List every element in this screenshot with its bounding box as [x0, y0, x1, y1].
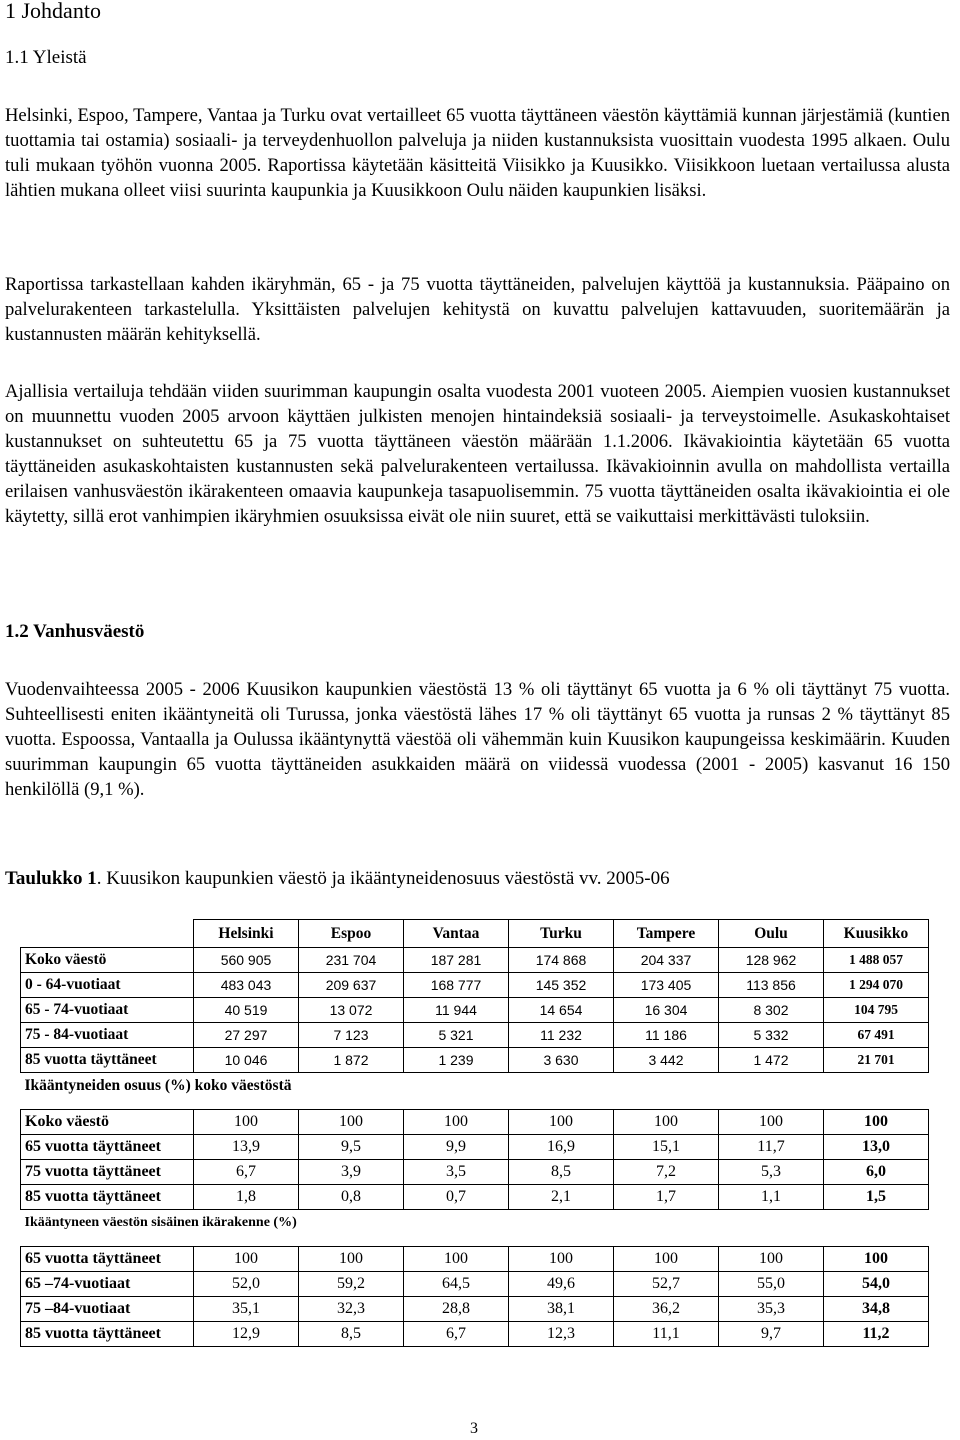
table-cell: 100: [509, 1247, 614, 1272]
table-cell: 1,8: [194, 1185, 299, 1210]
table-row: [21, 1023, 929, 1048]
total-cell: 34,8: [824, 1297, 929, 1322]
total-cell: 21 701: [824, 1048, 929, 1073]
table-cell: 11,1: [614, 1322, 719, 1347]
structure-section-title: Ikääntyneen väestön sisäinen ikärakenne (%): [24, 1215, 297, 1230]
table-cell: 5 321: [404, 1023, 509, 1048]
table-cell: 11 944: [404, 998, 509, 1023]
table-cell: 35,3: [719, 1297, 824, 1322]
table-cell: 12,9: [194, 1322, 299, 1347]
table-cell: 0,7: [404, 1185, 509, 1210]
table-cell: 168 777: [404, 973, 509, 998]
table-cell: 209 637: [299, 973, 404, 998]
paragraph-4: Vuodenvaihteessa 2005 - 2006 Kuusikon kaupunkien väestöstä 13 % oli täyttänyt 65 vuotta ja 6 % oli täyttänyt 75 vuotta. Suhteellisesti eniten ikääntyneitä oli Turussa, jonka väestöstä lähes 17 % oli täyttänyt 65 vuotta ja runsas 2 % täyttänyt 85 vuotta. Espoossa, Vantaalla ja Oulussa ikääntynyttä väestöä oli vähemmän kuin Kuusikon kaupungeissa keskimäärin. Kuuden suurimman kaupungin 65 vuotta täyttäneiden asukkaiden määrä on viidessä vuodessa (2001 - 2005) kasvanut 16 150 henkilöllä (9,1 %).: [5, 679, 950, 800]
column-header: Helsinki: [194, 920, 299, 948]
spacer-cell: [21, 1099, 929, 1110]
table-cell: 52,7: [614, 1272, 719, 1297]
row-label: Koko väestö: [21, 948, 194, 973]
table-row: [21, 1272, 929, 1297]
table-cell: 9,5: [299, 1135, 404, 1160]
table-row: [21, 1185, 929, 1210]
table-cell: 11,7: [719, 1135, 824, 1160]
table-cell: 560 905: [194, 948, 299, 973]
table-cell: 16,9: [509, 1135, 614, 1160]
table-cell: 5,3: [719, 1160, 824, 1185]
table-row: [21, 1048, 929, 1073]
table-spacer-row: [21, 1099, 929, 1110]
table-cell: 13 072: [299, 998, 404, 1023]
table-cell: 100: [299, 1247, 404, 1272]
table-cell: 1,7: [614, 1185, 719, 1210]
table-cell: 231 704: [299, 948, 404, 973]
paragraph-3: Ajallisia vertailuja tehdään viiden suurimman kaupungin osalta vuodesta 2001 vuoteen 2005. Aiempien vuosien kustannukset on muunnettu vuoden 2005 arvoon käyttäen julkisten menojen hintaindeksiä sosiaali- ja terveystoimelle. Asukaskohtaiset kustannukset on suhteutettu 65 ja 75 vuotta täyttäneen väestön määrään 1.1.2006. Ikävakiointia käytetään 65 vuotta täyttäneiden asukaskohtaisten kustannusten sekä palvelurakenteen vertailussa. Ikävakioinnin avulla on mahdollista vertailla erilaisen vanhusväestön ikärakenteen omaavia kaupunkeja tasapuolisemmin. 75 vuotta täyttäneiden osalta ikävakiointia ei ole käytetty, sillä erot vanhimpien ikäryhmien osuuksissa eivät ole niin suuret, että se vaikuttaisi merkittävästi tuloksiin.: [5, 381, 950, 527]
table-cell: 113 856: [719, 973, 824, 998]
table-section-row: [21, 1210, 929, 1237]
table-row: [21, 1135, 929, 1160]
total-cell: 1 488 057: [824, 948, 929, 973]
table-section-row: [21, 1073, 929, 1100]
table-cell: 40 519: [194, 998, 299, 1023]
table-caption: [5, 868, 670, 890]
row-label: Koko väestö: [21, 1110, 194, 1135]
table-caption-text: . Kuusikon kaupunkien väestö ja ikääntyneidenosuus väestöstä vv. 2005-06: [96, 868, 670, 889]
row-label: 75 –84-vuotiaat: [21, 1297, 194, 1322]
table-cell: 14 654: [509, 998, 614, 1023]
table-cell: 2,1: [509, 1185, 614, 1210]
column-header: Oulu: [719, 920, 824, 948]
table-row: [21, 973, 929, 998]
table-row: [21, 948, 929, 973]
row-label: 65 - 74-vuotiaat: [21, 998, 194, 1023]
row-label: 85 vuotta täyttäneet: [21, 1185, 194, 1210]
total-cell: 67 491: [824, 1023, 929, 1048]
table-row: [21, 1160, 929, 1185]
row-label: 65 –74-vuotiaat: [21, 1272, 194, 1297]
table-cell: 10 046: [194, 1048, 299, 1073]
table-cell: 28,8: [404, 1297, 509, 1322]
row-label: 75 - 84-vuotiaat: [21, 1023, 194, 1048]
table-cell: 6,7: [194, 1160, 299, 1185]
table-cell: 0,8: [299, 1185, 404, 1210]
table-cell: 1 872: [299, 1048, 404, 1073]
table-cell: 174 868: [509, 948, 614, 973]
paragraph-2: Raportissa tarkastellaan kahden ikäryhmän, 65 - ja 75 vuotta täyttäneiden, palvelujen käyttöä ja kustannuksia. Pääpaino on palvelurakenteen tarkastelulla. Yksittäisten palvelujen kehitystä on kuvattu palvelujen kattavuuden, suoritemäärän ja kustannusten määrän kehityksellä.: [5, 274, 950, 345]
row-label: 85 vuotta täyttäneet: [21, 1048, 194, 1073]
table-row: [21, 1322, 929, 1347]
table-cell: 55,0: [719, 1272, 824, 1297]
total-cell: 100: [824, 1110, 929, 1135]
table-cell: 13,9: [194, 1135, 299, 1160]
table-cell: 1 239: [404, 1048, 509, 1073]
table-spacer-row: [21, 1236, 929, 1247]
table-cell: 1,1: [719, 1185, 824, 1210]
paragraph-1: Helsinki, Espoo, Tampere, Vantaa ja Turku ovat vertailleet 65 vuotta täyttäneen väestön käyttämiä kunnan järjestämiä (kuntien tuottamia tai ostamia) sosiaali- ja terveydenhuollon palveluja ja niiden kustannuksista vuosittain vuodesta 1995 alkaen. Oulu tuli mukaan työhön vuonna 2005. Raportissa käytetään käsitteitä Viisikko ja Kuusikko. Viisikkoon luetaan vertailussa alusta lähtien mukana olleet viisi suurinta kaupunkia ja Kuusikkoon Oulu näiden kaupunkien lisäksi.: [5, 105, 950, 201]
table-cell: 1 472: [719, 1048, 824, 1073]
table-cell: 100: [404, 1110, 509, 1135]
table-cell: 9,7: [719, 1322, 824, 1347]
table-caption-label: Taulukko 1: [5, 868, 97, 889]
row-label: 75 vuotta täyttäneet: [21, 1160, 194, 1185]
table-row: [21, 1247, 929, 1272]
table-cell: 100: [614, 1110, 719, 1135]
section-title-1-2: 1.2 Vanhusväestö: [5, 621, 145, 642]
table-cell: 100: [194, 1110, 299, 1135]
column-header: Tampere: [614, 920, 719, 948]
total-cell: 6,0: [824, 1160, 929, 1185]
table-row: [21, 1297, 929, 1322]
row-label: 85 vuotta täyttäneet: [21, 1322, 194, 1347]
table-cell: 32,3: [299, 1297, 404, 1322]
table-cell: 12,3: [509, 1322, 614, 1347]
table-cell: 100: [299, 1110, 404, 1135]
table-cell: 38,1: [509, 1297, 614, 1322]
table-cell: 3 442: [614, 1048, 719, 1073]
table-cell: 7,2: [614, 1160, 719, 1185]
row-label: 65 vuotta täyttäneet: [21, 1135, 194, 1160]
table-cell: 173 405: [614, 973, 719, 998]
page-number: 3: [470, 1420, 478, 1437]
table-cell: 35,1: [194, 1297, 299, 1322]
total-cell: 104 795: [824, 998, 929, 1023]
table-cell: 11 186: [614, 1023, 719, 1048]
table-cell: 100: [614, 1247, 719, 1272]
table-cell: 204 337: [614, 948, 719, 973]
table-cell: 11 232: [509, 1023, 614, 1048]
table-row: [21, 998, 929, 1023]
table-cell: 7 123: [299, 1023, 404, 1048]
table-cell: 100: [404, 1247, 509, 1272]
table-cell: 483 043: [194, 973, 299, 998]
spacer-cell: [21, 1236, 929, 1247]
table-cell: 52,0: [194, 1272, 299, 1297]
table-cell: 15,1: [614, 1135, 719, 1160]
table-cell: 145 352: [509, 973, 614, 998]
row-label: 0 - 64-vuotiaat: [21, 973, 194, 998]
column-header: Turku: [509, 920, 614, 948]
population-table: [20, 919, 929, 1347]
table-cell: 187 281: [404, 948, 509, 973]
chapter-heading: 1 Johdanto: [5, 0, 101, 23]
header-blank-cell: [21, 920, 194, 948]
table-cell: 49,6: [509, 1272, 614, 1297]
column-header: Vantaa: [404, 920, 509, 948]
total-cell: 1 294 070: [824, 973, 929, 998]
table-cell: 5 332: [719, 1023, 824, 1048]
column-header: Kuusikko: [824, 920, 929, 948]
table-cell: 100: [719, 1110, 824, 1135]
table-cell: 8 302: [719, 998, 824, 1023]
table-cell: 100: [509, 1110, 614, 1135]
table-cell: 128 962: [719, 948, 824, 973]
column-header: Espoo: [299, 920, 404, 948]
table-cell: 9,9: [404, 1135, 509, 1160]
total-cell: 11,2: [824, 1322, 929, 1347]
table-cell: 36,2: [614, 1297, 719, 1322]
table-cell: 3 630: [509, 1048, 614, 1073]
table-cell: 8,5: [299, 1322, 404, 1347]
table-cell: 3,9: [299, 1160, 404, 1185]
table-cell: 16 304: [614, 998, 719, 1023]
share-section-title: Ikääntyneiden osuus (%) koko väestöstä: [24, 1077, 292, 1094]
total-cell: 1,5: [824, 1185, 929, 1210]
table-cell: 6,7: [404, 1322, 509, 1347]
total-cell: 54,0: [824, 1272, 929, 1297]
table-cell: 64,5: [404, 1272, 509, 1297]
section-title-1-1: 1.1 Yleistä: [5, 47, 87, 68]
table-cell: 3,5: [404, 1160, 509, 1185]
total-cell: 100: [824, 1247, 929, 1272]
table-cell: 100: [194, 1247, 299, 1272]
row-label: 65 vuotta täyttäneet: [21, 1247, 194, 1272]
table-row: [21, 1110, 929, 1135]
table-cell: 100: [719, 1247, 824, 1272]
table-cell: 59,2: [299, 1272, 404, 1297]
table-cell: 27 297: [194, 1023, 299, 1048]
total-cell: 13,0: [824, 1135, 929, 1160]
table-cell: 8,5: [509, 1160, 614, 1185]
table-header-row: [21, 920, 929, 948]
